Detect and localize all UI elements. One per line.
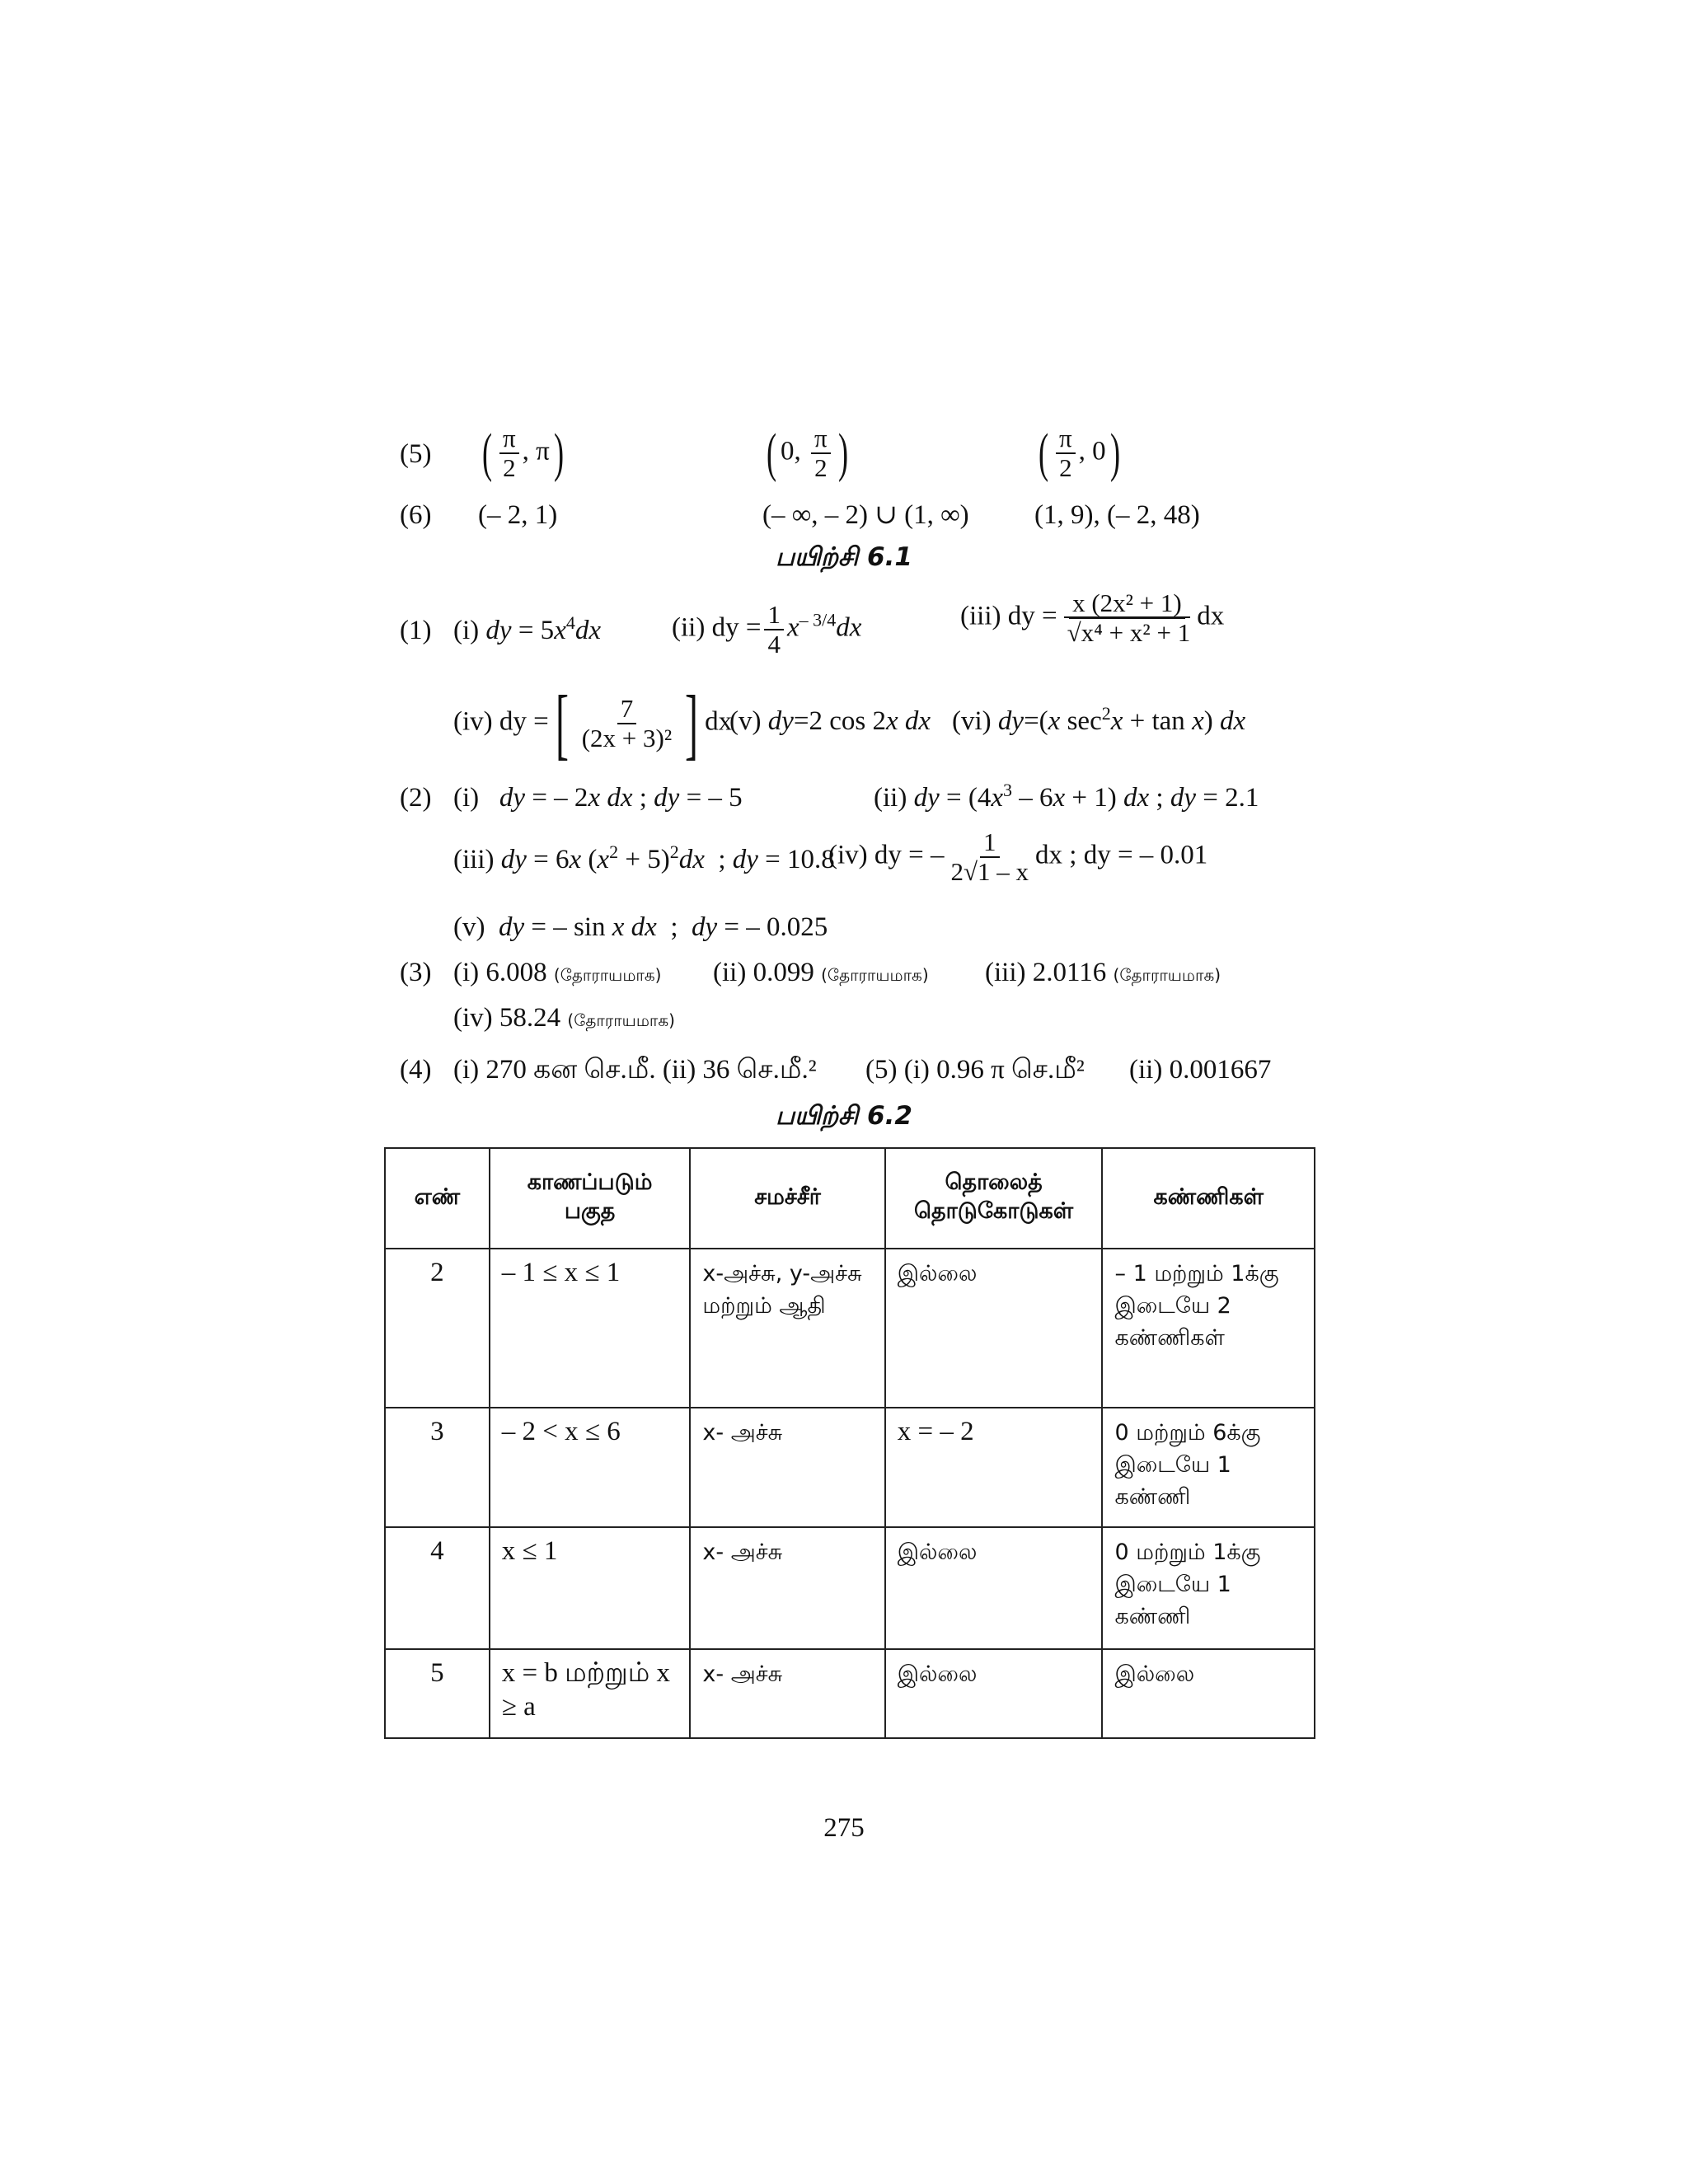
table-cell: இல்லை <box>885 1249 1103 1408</box>
table-row <box>385 1249 1315 1408</box>
q3-i: (i) 6.008 (தோராயமாக) <box>453 958 662 987</box>
table-cell: x- அச்சு <box>690 1408 884 1527</box>
exercise-heading-6-2: பயிற்சி 6.2 <box>776 1101 912 1131</box>
q2-iii: (iii) dy = 6x $(x^2 + 5)^2dx$ ; dy = 10.8 <box>453 841 835 874</box>
table-cell: x = – 2 <box>885 1408 1103 1527</box>
table-cell: 5 <box>385 1649 490 1738</box>
table-row <box>385 1527 1315 1649</box>
table-cell: x-அச்சு, y-அச்சு மற்றும் ஆதி <box>690 1249 884 1408</box>
table-cell: 4 <box>385 1527 490 1649</box>
q2-v: (v) dy = – sin x dx ; dy = – 0.025 <box>453 912 828 942</box>
q1-ii: (ii) dy = $\frac{1}{4}$ $x^{- 3/4}dx$ <box>672 600 862 658</box>
q3-iv: (iv) 58.24 (தோராயமாக) <box>453 1003 675 1033</box>
q4-text: (i) 270 கன செ.மீ. (ii) 36 செ.மீ.² <box>453 1055 817 1085</box>
table-cell: – 2 < x ≤ 6 <box>490 1408 691 1527</box>
q2-i: (i) dy = – 2x dx ; dy = – 5 <box>453 783 743 813</box>
table-header: காணப்படும் பகுத <box>490 1148 691 1249</box>
question-2-cont <box>400 828 1323 894</box>
table-header: தொலைத் தொடுகோடுகள் <box>885 1148 1103 1249</box>
table-cell: இல்லை <box>885 1527 1103 1649</box>
q2-ii: (ii) dy = $(4x^3 - 6x + 1)$ dx ; dy = 2.1 <box>874 780 1259 813</box>
row5-col-b: ( 0, $\frac{\pi}{2}$ ) <box>766 423 848 483</box>
table-header: எண் <box>385 1148 490 1249</box>
page-number: 275 <box>823 1813 865 1843</box>
table-cell: 2 <box>385 1249 490 1408</box>
q5b-text: (ii) 0.001667 <box>1129 1055 1272 1085</box>
row5-col-a: ( $\frac{\pi}{2}$ , π) <box>481 423 564 483</box>
table-cell: – 1 மற்றும் 1க்கு இடையே 2 கண்ணிகள் <box>1102 1249 1315 1408</box>
table-cell: இல்லை <box>885 1649 1103 1738</box>
q1-iv: (iv) dy =[ $\frac{7}{\text{(2x + 3)²}}$ ] dx <box>453 679 733 767</box>
table-cell: x = b மற்றும் x ≥ a <box>490 1649 691 1738</box>
answer-row-5 <box>400 424 1323 482</box>
page: (5) ( $\frac{\pi}{2}$ , π) ( 0, $\frac{\pi}{2}$ ) ( $\frac{\pi}{2}$ , 0) (6) (– 2, 1) (– ∞, – 2) ∪ (1, ∞) (1, 9), (– 2, 48) பயிற்சி 6.1 (1) (i) dy = $5x^4dx$ (ii) dy = $\frac{1}{4}$ $x^{- 3/4}dx$ (iii) dy = $\frac{\text{x (2x² + 1)}}{\text{√x⁴ + x² + 1}}$ dx (iv) dy =[ $\frac{7}{\text{(2x + 3)²}}$ ] dx (v) dy=2 cos 2x dx (vi) dy=(x $\sec^2x + \tan x$) dx (2) (i) dy = – 2x dx ; dy = – 5 (ii) dy = $(4x^3 - 6x + 1)$ dx ; dy = 2.1 (iii) dy = 6x $(x^2 + 5)^2dx$ ; dy = 10.8 (iv) dy = – $\frac{1}{2√1 - x}$ dx ; dy = – 0.01 (v) dy = – sin x dx ; dy = – 0.025 (3) (i) 6.008 (தோராயமாக) (ii) 0.099 (தோராயமாக) (iii) 2.0116 (தோராயமாக) (iv) 58.24 (தோராயமாக) (4) (i) 270 கன செ.மீ. (ii) 36 செ.மீ.² (5) (i) 0.96 π செ.மீ² (ii) 0.001667 பயிற்சி 6.2 எண் காணப்படும் பகுத சமச்சீர் தொலைத் தொடுகோடுகள் கண்ணிகள் 2 – 1 ≤ x ≤ 1 x-அச்சு, y-அச்சு மற்றும் ஆதி இல்லை – 1 மற்றும் 1க்கு இடையே 2 கண்ணிகள் 3 – 2 < x ≤ 6 x- அச்சு x = – 2 0 மற்றும் 6க்கு இடையே 1 கண்ணி 4 x ≤ 1 x- அச்சு இல்லை 0 மற்றும் 1க்கு இடையே 1 கண்ணி 5 x = b மற்றும் x ≥ a x- அச்சு இல்லை இல்லை 275 <box>0 0 1688 2184</box>
exercise-heading-6-1: பயிற்சி 6.1 <box>776 542 912 572</box>
table-cell: x ≤ 1 <box>490 1527 691 1649</box>
q3-ii: (ii) 0.099 (தோராயமாக) <box>713 958 929 987</box>
row5-col-c: ( $\frac{\pi}{2}$ , 0) <box>1038 423 1120 483</box>
question-1-cont <box>400 679 1323 767</box>
q1-vi: (vi) dy=(x $\sec^2x + \tan x$) dx <box>952 703 1246 736</box>
table-row <box>385 1649 1315 1738</box>
row5-number: (5) <box>400 439 432 469</box>
q2-iv: (iv) dy = – $\frac{1}{2√1 - x}$ dx ; dy = – 0.01 <box>828 827 1208 886</box>
table-row <box>385 1408 1315 1527</box>
table-cell: 0 மற்றும் 1க்கு இடையே 1 கண்ணி <box>1102 1527 1315 1649</box>
q5-text: (5) (i) 0.96 π செ.மீ² <box>865 1055 1085 1085</box>
q3-iii: (iii) 2.0116 (தோராயமாக) <box>985 958 1221 987</box>
table-header: கண்ணிகள் <box>1102 1148 1315 1249</box>
table-cell: 0 மற்றும் 6க்கு இடையே 1 கண்ணி <box>1102 1408 1315 1527</box>
table-header-row <box>385 1148 1315 1249</box>
q1-i: (i) dy = $5x^4dx$ <box>453 612 601 645</box>
table-cell: இல்லை <box>1102 1649 1315 1738</box>
table-cell: – 1 ≤ x ≤ 1 <box>490 1249 691 1408</box>
q1-v: (v) dy=2 cos 2x dx <box>729 706 931 736</box>
q1-iii: (iii) dy = $\frac{\text{x (2x² + 1)}}{\text{√x⁴ + x² + 1}}$ dx <box>960 588 1225 647</box>
answer-table <box>384 1147 1315 1739</box>
table-cell: x- அச்சு <box>690 1527 884 1649</box>
table-header: சமச்சீர் <box>690 1148 884 1249</box>
table-cell: x- அச்சு <box>690 1649 884 1738</box>
question-1: (1) (i) dy = $5x^4dx$ (ii) dy = $\frac{1}{4}$ $x^{- 3/4}dx$ (iii) dy = $\frac{\text{x (2x² + 1)}}{\text{√x⁴ + x² + 1}}$ dx <box>400 588 1225 658</box>
table-cell: 3 <box>385 1408 490 1527</box>
